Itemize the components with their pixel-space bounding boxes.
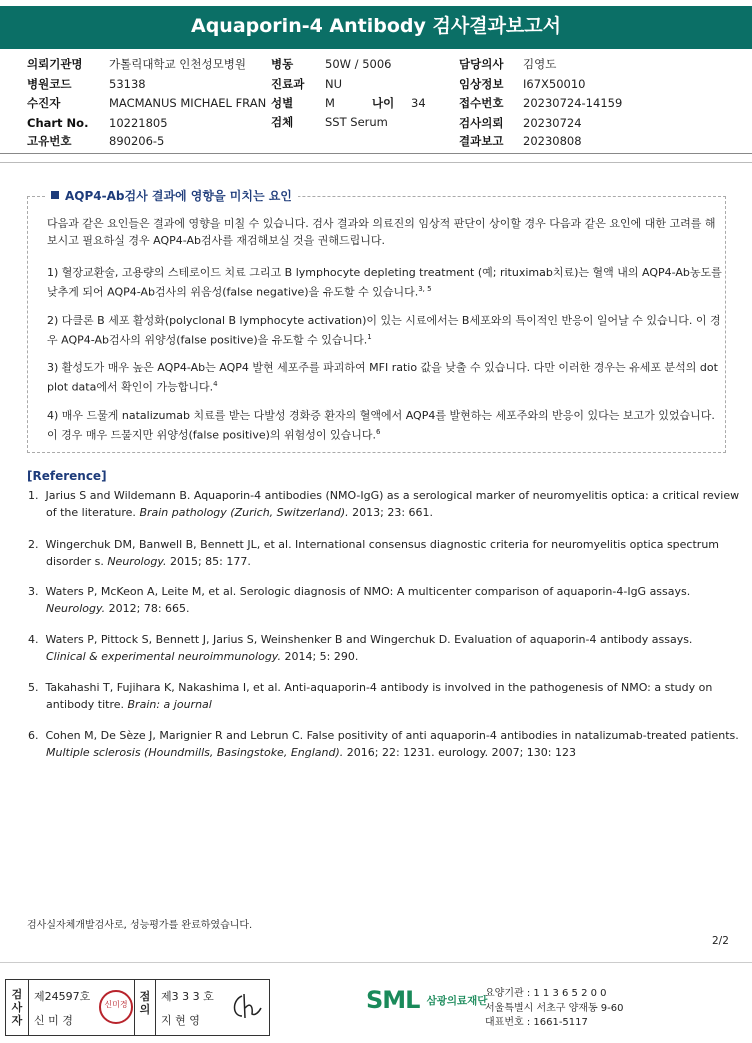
info-divider-top	[0, 153, 752, 154]
clinical-info: I67X50010	[523, 77, 586, 91]
lab-phone: 대표번호 : 1661-5117	[485, 1017, 588, 1028]
reference-item: 3. Waters P, McKeon A, Leite M, et al. Serologic diagnosis of NMO: A multicenter comparison of aquaporin-4-IgG assays. Neurology. 2012; 78: 665.	[28, 585, 691, 615]
report-title: Aquaporin-4 Antibody 검사결과보고서	[0, 6, 752, 47]
patient-name-label: 수진자	[27, 96, 61, 110]
clinical-info-label: 임상정보	[459, 77, 504, 91]
checker-license: 제24597호	[34, 990, 91, 1003]
unique-no: 890206-5	[109, 134, 165, 148]
factors-title: AQP4-Ab검사 결과에 영향을 미치는 요인	[45, 187, 298, 204]
department-label: 진료과	[271, 77, 305, 91]
page-number: 2/2	[712, 935, 729, 947]
chart-no-label: Chart No.	[27, 116, 89, 130]
reference-item: 2. Wingerchuk DM, Banwell B, Bennett JL, et al. International consensus diagnostic criteria for neuromyelitis optica spectrum disorder s. Neurology. 2015; 85: 177.	[28, 538, 720, 568]
lab-name: 삼광의료재단	[426, 995, 488, 1007]
square-bullet-icon	[51, 191, 59, 199]
factors-intro: 다음과 같은 요인들은 결과에 영향을 미칠 수 있습니다. 검사 결과와 의료진의 임상적 판단이 상이할 경우 다음과 같은 요인에 대한 고려를 해 보시고 필요하실 경우 AQP4-Ab검사를 재검해보실 것을 권해드립니다.	[47, 217, 716, 247]
chart-no: 10221805	[109, 116, 168, 130]
sex: M	[325, 96, 335, 110]
unique-no-label: 고유번호	[27, 134, 72, 148]
sex-label: 성별	[271, 96, 294, 110]
lab-logo	[366, 986, 487, 1014]
lab-address: 서울특별시 서초구 양재동 9-60	[485, 1002, 624, 1014]
reference-heading: [Reference]	[27, 469, 107, 483]
doctor-label: 담당의사	[459, 57, 504, 71]
ward-label: 병동	[271, 57, 294, 71]
reference-item: 1. Jarius S and Wildemann B. Aquaporin-4 antibodies (NMO-IgG) as a serological marker of neuromyelitis optica: a critical review of the literature. Brain pathology (Zurich, Switzerland). 2013; 23: 661.	[28, 489, 740, 519]
reviewer-name: 지 현 영	[161, 1014, 200, 1027]
patient-name: MACMANUS MICHAEL FRAN	[109, 96, 267, 110]
factor-item: 4) 매우 드물게 natalizumab 치료를 받는 다발성 경화증 환자의 혈액에서 AQP4를 발현하는 세포주와의 반응이 있다는 보고가 있었습니다. 이 경우 매우 드물지만 위양성(false positive)의 위험성이 있습니다.$^6$	[47, 409, 715, 442]
reviewer-signature-icon	[228, 988, 264, 1024]
validation-note: 검사실자체개발검사로, 성능평가를 완료하였습니다.	[27, 920, 253, 931]
request-date-label: 검사의뢰	[459, 116, 504, 130]
header-underline	[0, 47, 752, 49]
footer-divider	[0, 962, 752, 963]
doctor: 김영도	[523, 57, 557, 71]
hospital-code: 53138	[109, 77, 146, 91]
reviewer-license: 제3 3 3 호	[161, 990, 214, 1003]
info-divider-bottom	[0, 162, 752, 163]
checker-label: 검사자	[11, 988, 23, 1027]
reference-item: 4. Waters P, Pittock S, Bennett J, Jarius S, Weinshenker B and Wingerchuk D. Evaluation of aquaporin-4 antibody assays. Clinical & experimental neuroimmunology. 2014; 5: 290.	[28, 633, 693, 663]
report-date: 20230808	[523, 134, 582, 148]
reference-item: 6. Cohen M, De Sèze J, Marignier R and Lebrun C. False positivity of anti aquaporin-4 antibodies in natalizumab-treated patients. Multiple sclerosis (Houndmills, Basingstoke, England). 2016; 22: 1231. eurology. 2007; 130: 123	[28, 729, 739, 759]
ward: 50W / 5006	[325, 57, 392, 71]
accession-no: 20230724-14159	[523, 96, 623, 110]
checker-name: 신 미 경	[34, 1014, 73, 1027]
checker-seal-icon: 신미경	[99, 990, 133, 1024]
specimen: SST Serum	[325, 115, 388, 129]
lab-address-block	[485, 987, 624, 1031]
accession-no-label: 접수번호	[459, 96, 504, 110]
signature-box	[5, 979, 270, 1036]
age-label: 나이	[372, 96, 395, 110]
reviewer-label: 점의	[139, 990, 151, 1016]
factor-item: 2) 다클론 B 세포 활성화(polyclonal B lymphocyte activation)이 있는 시료에서는 B세포와의 특이적인 반응이 일어날 수 있습니다. 이 경우 AQP4-Ab검사의 위양성(false positive)을 유도할 수 있습니다.$^1$	[47, 314, 721, 347]
reference-item: 5. Takahashi T, Fujihara K, Nakashima I, et al. Anti-aquaporin-4 antibody is involved in the pathogenesis of NMO: a study on antibody titre. Brain: a journal	[28, 681, 713, 711]
lab-code: 요양기관 : 1 1 3 6 5 2 0 0	[485, 988, 607, 999]
sml-logo-icon: SML	[366, 986, 420, 1014]
factor-item: 1) 혈장교환술, 고용량의 스테로이드 치료 그리고 B lymphocyte depleting treatment (예; rituximab치료)는 혈액 내의 AQP4-Ab농도를 낮추게 되어 AQP4-Ab검사의 위음성(false negative)을 유도할 수 있습니다.$^{3, 5}$	[47, 266, 722, 299]
request-date: 20230724	[523, 116, 582, 130]
specimen-label: 검체	[271, 115, 294, 129]
factor-item: 3) 활성도가 매우 높은 AQP4-Ab는 AQP4 발현 세포주를 파괴하여 MFI ratio 값을 낮출 수 있습니다. 다만 이러한 경우는 유세포 분석의 dot plot data에서 확인이 가능합니다.$^4$	[47, 361, 718, 394]
info-left-0: 의뢰기관명	[27, 57, 83, 71]
hospital-code-label: 병원코드	[27, 77, 72, 91]
referral-hospital: 가톨릭대학교 인천성모병원	[109, 57, 246, 71]
age: 34	[411, 96, 426, 110]
report-date-label: 결과보고	[459, 134, 504, 148]
department: NU	[325, 77, 343, 91]
